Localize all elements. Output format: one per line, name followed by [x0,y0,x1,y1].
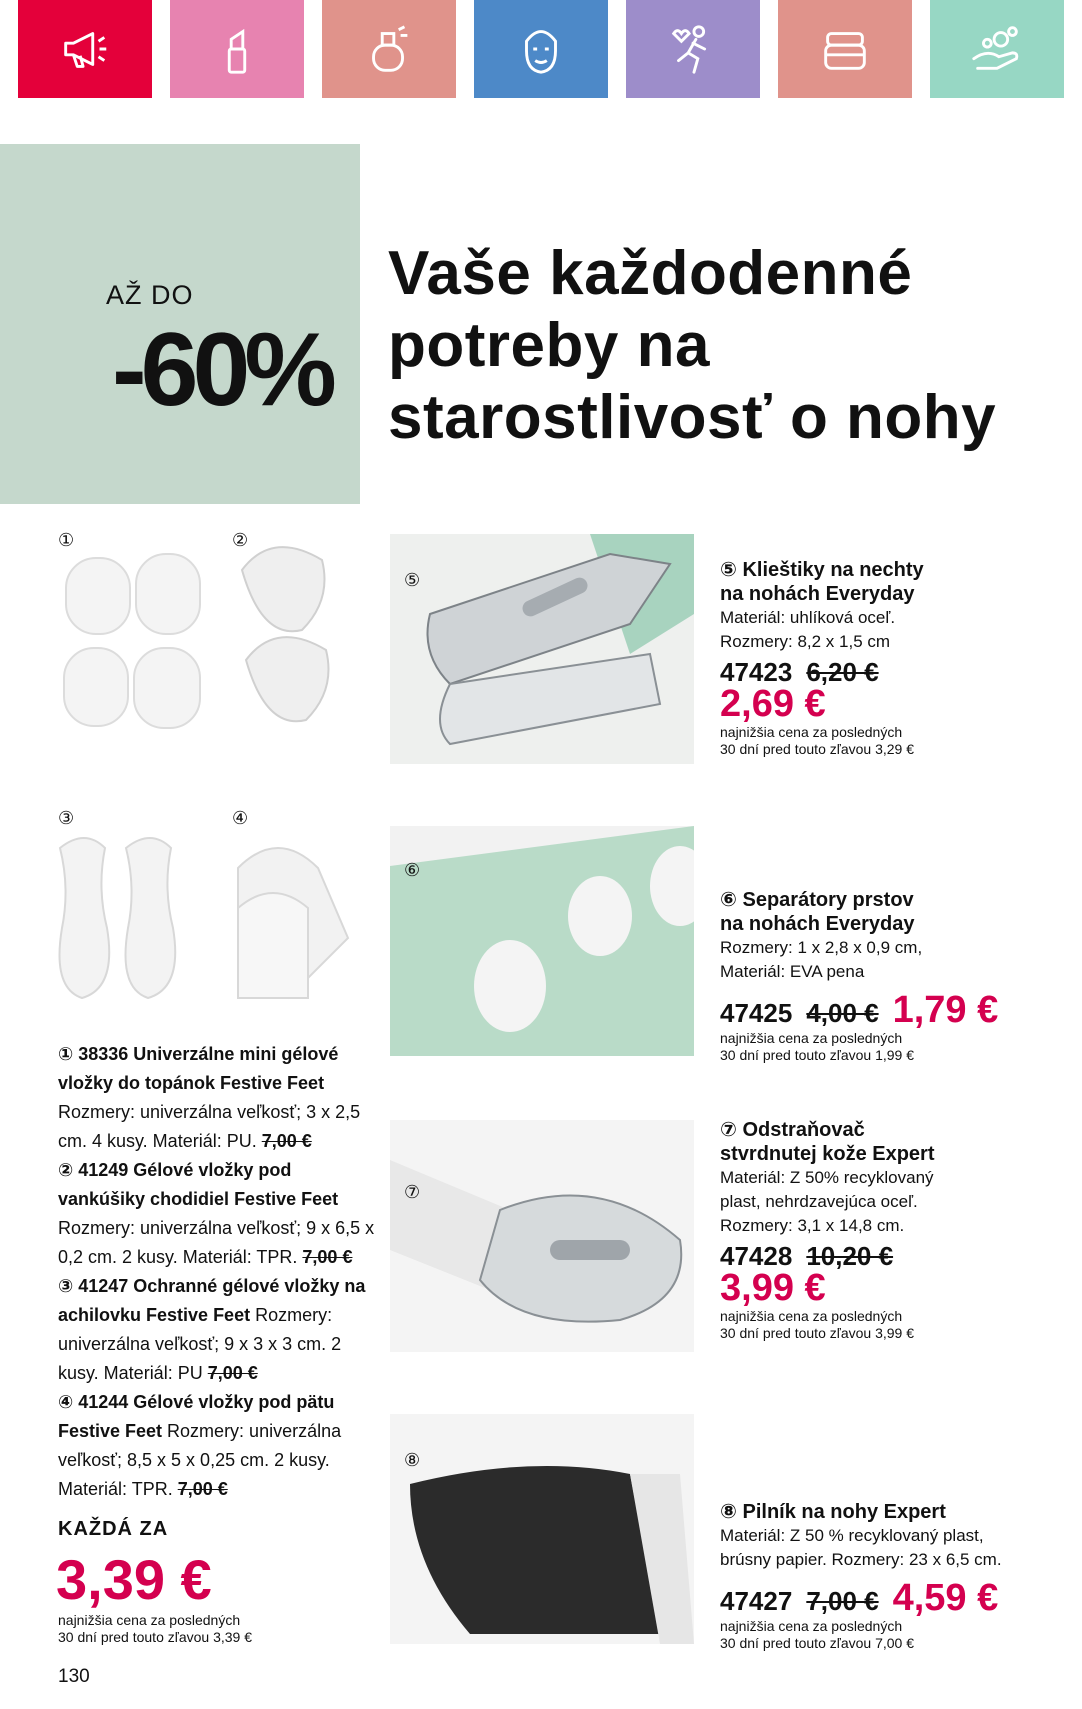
gel-item: ③ 41247 Ochranné gélové vložky na achilovku Festive Feet Rozmery: univerzálna veľkosť; 9 x 3 x 3 cm. 2 kusy. Materiál: PU 7,00 € [58,1276,366,1383]
category-tabs [18,0,1064,98]
product-5-info: ⑤ Klieštiky na nechty na nohách Everyday Materiál: uhlíková oceľ. Rozmery: 8,2 x 1,5 cm 47423 6,20 € 2,69 € najnižšia cena za posledných 30 dní pred touto zľavou 3,29 € [720,558,1070,758]
marker-5: ⑤ [404,570,421,590]
each-price: 3,39 € [56,1548,212,1611]
tab-skincare[interactable] [778,0,912,98]
forefoot-gel-cushions-image [232,540,352,740]
old-price: 4,00 € [806,998,879,1028]
new-price: 1,79 € [892,989,999,1031]
discount-value: -60% [112,312,331,428]
cream-jar-icon [816,20,874,78]
gel-item: ④ 41244 Gélové vložky pod pätu Festive Feet Rozmery: univerzálna veľkosť; 8,5 x 5 x 0,25 cm. 2 kusy. Materiál: TPR. 7,00 € [58,1392,342,1499]
callus-remover-image [390,1120,694,1352]
marker-8: ⑧ [404,1450,421,1470]
marker-7: ⑦ [404,1182,421,1202]
new-price: 4,59 € [892,1577,999,1619]
heel-gel-cups-image [228,828,368,1008]
old-price: 10,20 € [806,1241,894,1271]
mini-gel-insoles-image [58,548,208,738]
product-code: 47425 [720,998,793,1028]
nail-clipper-image [390,534,694,764]
each-price-note: najnižšia cena za posledných 30 dní pred touto zľavou 3,39 € [58,1612,253,1645]
page-number: 130 [58,1666,90,1687]
marker-1: ① [58,530,75,550]
product-code: 47423 [720,657,793,687]
tab-fragrance[interactable] [322,0,456,98]
lipstick-icon [208,20,266,78]
perfume-icon [360,20,418,78]
bath-icon [968,20,1026,78]
each-price-label: KAŽDÁ ZA [58,1518,169,1540]
old-price: 6,20 € [806,657,879,687]
product-7-info: ⑦ Odstraňovač stvrdnutej kože Expert Materiál: Z 50% recyklovaný plast, nehrdzavejúca oceľ. Rozmery: 3,1 x 14,8 cm. 47428 10,20 € 3,99 € najnižšia cena za posledných 30 dní pred touto zľavou 3,99 € [720,1118,1070,1342]
marker-6: ⑥ [404,860,421,880]
megaphone-icon [56,20,114,78]
tab-makeup[interactable] [170,0,304,98]
tab-wellness[interactable] [626,0,760,98]
achilles-gel-pads-image [50,828,200,1008]
new-price: 2,69 € [720,683,826,725]
toe-separators-image [390,826,694,1056]
marker-2: ② [232,530,249,550]
gel-inserts-description [58,1040,382,1504]
new-price: 3,99 € [720,1267,826,1309]
fitness-icon [664,20,722,78]
page-headline: Vaše každodenné potreby na starostlivosť o nohy [388,239,997,452]
old-price: 7,00 € [806,1586,879,1616]
gel-item: ② 41249 Gélové vložky pod vankúšiky chodidiel Festive Feet Rozmery: univerzálna veľkosť; 9 x 6,5 x 0,2 cm. 2 kusy. Materiál: TPR. 7,00 € [58,1160,375,1267]
tab-campaign[interactable] [18,0,152,98]
gel-item: ① 38336 Univerzálne mini gélové vložky do topánok Festive Feet Rozmery: univerzálna veľkosť; 3 x 2,5 cm. 4 kusy. Materiál: PU. 7,00 € [58,1044,361,1151]
tab-bath-body[interactable] [930,0,1064,98]
foot-file-image [390,1414,694,1644]
product-8-info: ⑧ Pilník na nohy Expert Materiál: Z 50 % recyklovaný plast, brúsny papier. Rozmery: 23 x 6,5 cm. 47427 7,00 € 4,59 € najnižšia cena za posledných 30 dní pred touto zľavou 7,00 € [720,1501,1002,1651]
marker-4: ④ [232,808,249,828]
product-code: 47427 [720,1586,793,1616]
man-face-icon [512,20,570,78]
discount-prefix: AŽ DO [106,280,194,310]
product-code: 47428 [720,1241,793,1271]
marker-3: ③ [58,808,75,828]
tab-men[interactable] [474,0,608,98]
product-6-info: ⑥ Separátory prstov na nohách Everyday Rozmery: 1 x 2,8 x 0,9 cm, Materiál: EVA pena 47425 4,00 € 1,79 € najnižšia cena za posledných 30 dní pred touto zľavou 1,99 € [720,889,999,1063]
